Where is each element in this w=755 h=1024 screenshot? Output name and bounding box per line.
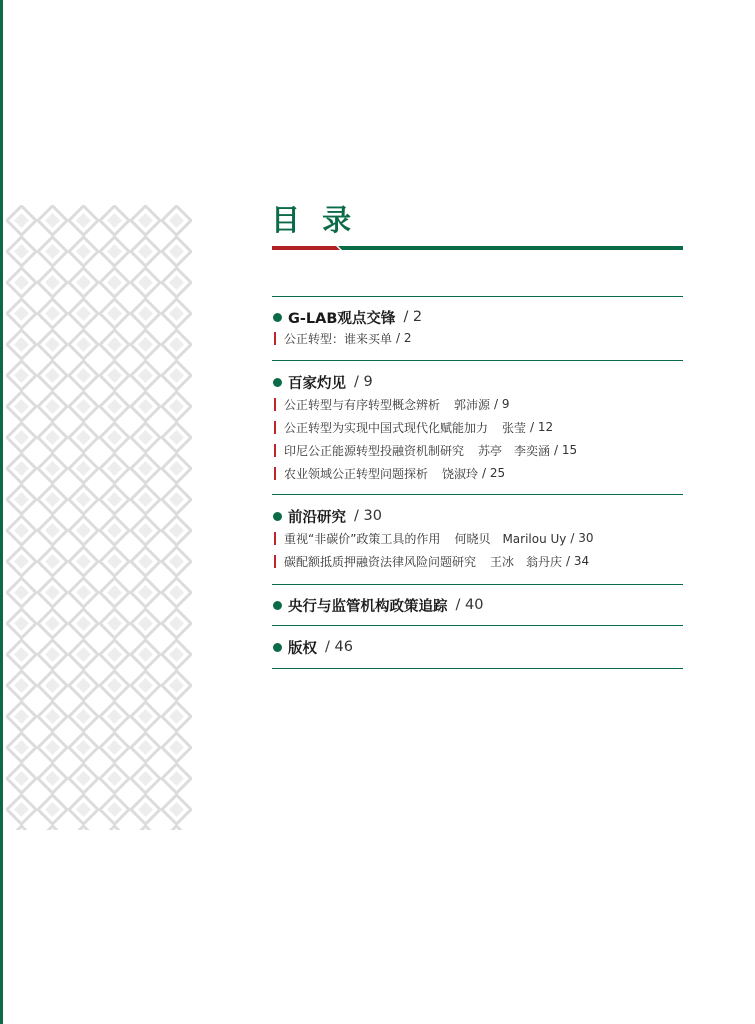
section-title: 央行与监管机构政策追踪 bbox=[288, 598, 448, 615]
item-title: 公正转型与有序转型概念辨析 bbox=[284, 397, 441, 412]
item-author: 何晓贝 Marilou Uy bbox=[454, 531, 567, 546]
item-author: 郭沛源 bbox=[454, 397, 491, 412]
section-page: / 46 bbox=[325, 639, 353, 655]
toc-item[interactable] bbox=[274, 419, 553, 435]
section-page: / 30 bbox=[354, 508, 382, 524]
section-heading[interactable] bbox=[272, 306, 422, 328]
toc-item[interactable] bbox=[274, 330, 412, 346]
item-page: / 25 bbox=[482, 466, 506, 480]
section-page: / 2 bbox=[403, 309, 423, 325]
section-heading[interactable] bbox=[272, 594, 483, 616]
section-divider bbox=[272, 584, 683, 585]
item-title: 公正转型：谁来买单 bbox=[284, 331, 393, 346]
item-marker bbox=[274, 467, 276, 480]
section-title: G-LAB观点交锋 bbox=[288, 310, 396, 327]
item-marker bbox=[274, 332, 276, 345]
bullet-icon bbox=[273, 378, 282, 387]
bullet-icon bbox=[273, 313, 282, 322]
toc-item[interactable] bbox=[274, 465, 505, 481]
section-heading[interactable] bbox=[272, 636, 353, 658]
toc-item[interactable] bbox=[274, 553, 589, 569]
section-page: / 9 bbox=[354, 374, 373, 390]
item-title: 公正转型为实现中国式现代化赋能加力 bbox=[284, 420, 489, 435]
section-divider bbox=[272, 360, 683, 361]
section-page: / 40 bbox=[455, 597, 484, 613]
item-marker bbox=[274, 555, 276, 568]
item-page: / 30 bbox=[570, 531, 594, 545]
page-title: 目 录 bbox=[271, 203, 358, 237]
section-divider bbox=[272, 494, 683, 495]
item-author: 张莹 bbox=[502, 420, 527, 435]
item-marker bbox=[274, 532, 276, 545]
bullet-icon bbox=[273, 643, 282, 652]
title-underline bbox=[272, 245, 683, 251]
section-divider bbox=[272, 625, 683, 626]
toc-item[interactable] bbox=[274, 442, 577, 458]
bullet-icon bbox=[273, 512, 282, 521]
section-divider-bottom bbox=[272, 668, 683, 669]
item-page: / 9 bbox=[494, 397, 510, 411]
item-author: 王冰 翁丹庆 bbox=[490, 554, 563, 569]
item-title: 印尼公正能源转型投融资机制研究 bbox=[284, 443, 465, 458]
item-page: / 2 bbox=[396, 331, 412, 345]
item-title: 碳配额抵质押融资法律风险问题研究 bbox=[284, 554, 477, 569]
item-title: 农业领域公正转型问题探析 bbox=[284, 466, 429, 481]
item-page: / 15 bbox=[554, 443, 578, 457]
section-heading[interactable] bbox=[272, 505, 382, 527]
page-edge-rule bbox=[0, 0, 3, 1024]
item-marker bbox=[274, 398, 276, 411]
section-title: 百家灼见 bbox=[288, 375, 346, 392]
decorative-diamond-pattern bbox=[6, 205, 192, 830]
item-marker bbox=[274, 444, 276, 457]
toc-item[interactable] bbox=[274, 396, 510, 412]
item-page: / 34 bbox=[566, 554, 590, 568]
item-page: / 12 bbox=[530, 420, 554, 434]
section-heading[interactable] bbox=[272, 371, 373, 393]
section-divider bbox=[272, 296, 683, 297]
item-author: 苏亭 李奕涵 bbox=[478, 443, 551, 458]
section-title: 前沿研究 bbox=[288, 509, 346, 526]
bullet-icon bbox=[273, 601, 282, 610]
item-author: 饶淑玲 bbox=[442, 466, 479, 481]
item-marker bbox=[274, 421, 276, 434]
section-title: 版权 bbox=[288, 640, 317, 657]
toc-item[interactable] bbox=[274, 530, 594, 546]
item-title: 重视“非碳价”政策工具的作用 bbox=[284, 531, 441, 546]
